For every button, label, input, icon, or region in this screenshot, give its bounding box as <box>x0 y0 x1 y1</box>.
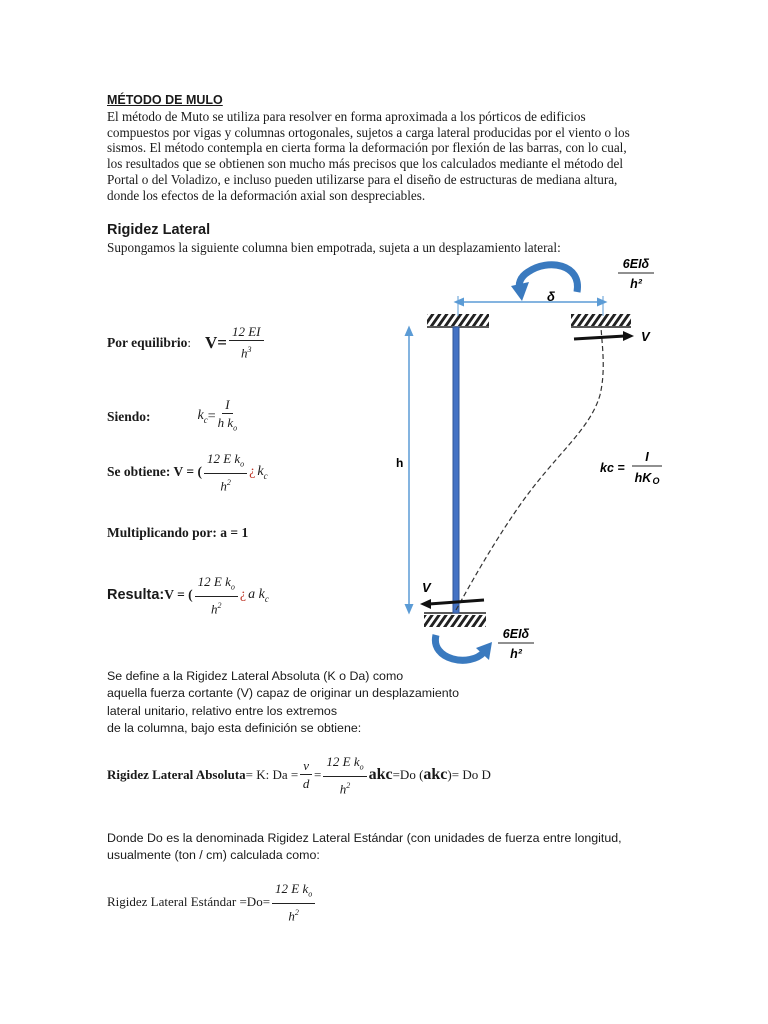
kc-lhs: kc = <box>600 461 625 475</box>
equation-equilibrium: Por equilibrio : V= $\frac{12 EI}{h^3}$ <box>107 325 266 360</box>
top-shear-label: V <box>641 329 650 344</box>
bottom-moment-arrow <box>435 635 484 660</box>
intro-line: donde los efectos de la deformación axial son despreciables. <box>107 187 426 203</box>
top-moment-arrow <box>519 265 577 292</box>
equation-se-obtiene: Se obtiene: V = ( $\frac{12 E k_o}{h^2}$ ¿ $k_c$ <box>107 451 268 493</box>
height-label: h <box>396 456 404 470</box>
kc-denominator: hK <box>634 471 652 485</box>
equation-resulta: Resulta: V = ( $\frac{12 E k_o}{h^2}$ ¿ a $k_c$ <box>107 574 269 616</box>
intro-line: los resultados que se obtienen son mucho más precisos que los calculados mediante el método del <box>107 156 624 172</box>
definition-paragraph: Se define a la Rigidez Lateral Absoluta (K o Da) como aquella fuerza cortante (V) capaz de originar un desplazamiento lateral unitario, relativo entre los extremos de la columna, bajo esta definición se obtiene: <box>107 669 459 736</box>
section-title: Rigidez Lateral <box>107 222 211 238</box>
top-shear-arrow <box>574 336 625 339</box>
fraction: $\frac{12 EI}{h^3}$ <box>229 325 264 360</box>
bottom-moment-numerator: 6EIδ <box>502 627 530 641</box>
equation-multiplicando: Multiplicando por: a = 1 <box>107 525 249 540</box>
kc-denominator-subscript: O <box>652 476 660 486</box>
fraction: $\frac{12 E k_o}{h^2}$ <box>195 575 238 616</box>
equation-rigidez-absoluta: Rigidez Lateral Absoluta = K: Da = $\frac{v}{d}$ = $\frac{12 E k_o}{h^2}$ akc =Do ( akc )= Do D <box>107 754 491 796</box>
intro-line: sismos. El método contempla en cierta forma la deformación por flexión de las barras, con lo cual, <box>107 140 627 156</box>
intro-line: El método de Muto se utiliza para resolver en forma aproximada a los pórticos de edificios <box>107 109 586 124</box>
bottom-moment-denominator: h² <box>510 647 522 661</box>
intro-line: compuestos por vigas y columnas ortogonales, sujetos a carga lateral producidas por el viento o los <box>107 124 630 140</box>
standard-paragraph: Donde Do es la denominada Rigidez Lateral Estándar (con unidades de fuerza entre longitud, usualmente (ton / cm) calculada como: <box>107 831 622 863</box>
fraction: $\frac{I}{h k_o}$ <box>217 397 238 433</box>
fraction: $\frac{12 E k_o}{h^2}$ <box>272 882 315 923</box>
document-heading: MÉTODO DE MULO <box>107 93 223 107</box>
kc-numerator: I <box>645 450 649 464</box>
displaced-support <box>571 314 631 326</box>
top-moment-numerator: 6EIδ <box>622 257 650 271</box>
fraction: $\frac{v}{d}$ <box>300 759 312 791</box>
intro-line: Portal o del Voladizo, e incluso pueden utilizarse para el diseño de estructuras de mediana altura, <box>107 171 618 187</box>
bottom-shear-label: V <box>422 580 431 595</box>
equation-rigidez-estandar: Rigidez Lateral Estándar =Do= $\frac{12 E k_o}{h^2}$ <box>107 882 317 923</box>
bottom-shear-arrow <box>429 600 484 604</box>
equation-siendo: Siendo: $k_c$ = $\frac{I}{h k_o}$ <box>107 398 239 436</box>
equation-label: Por equilibrio <box>107 334 188 350</box>
bottom-fixed-support <box>424 615 486 627</box>
fraction: $\frac{12 E k_o}{h^2}$ <box>204 452 247 493</box>
section-intro: Supongamos la siguiente columna bien empotrada, sujeta a un desplazamiento lateral: <box>107 240 561 255</box>
top-moment-denominator: h² <box>630 277 642 291</box>
equation-lhs: V= <box>205 332 227 352</box>
column <box>453 327 459 613</box>
delta-label: δ <box>547 289 555 304</box>
equation-label: Siendo: <box>107 408 151 424</box>
equation-label: Se obtiene: V = ( <box>107 464 202 480</box>
fraction: $\frac{12 E k_o}{h^2}$ <box>323 755 366 796</box>
deformed-shape <box>456 327 603 610</box>
